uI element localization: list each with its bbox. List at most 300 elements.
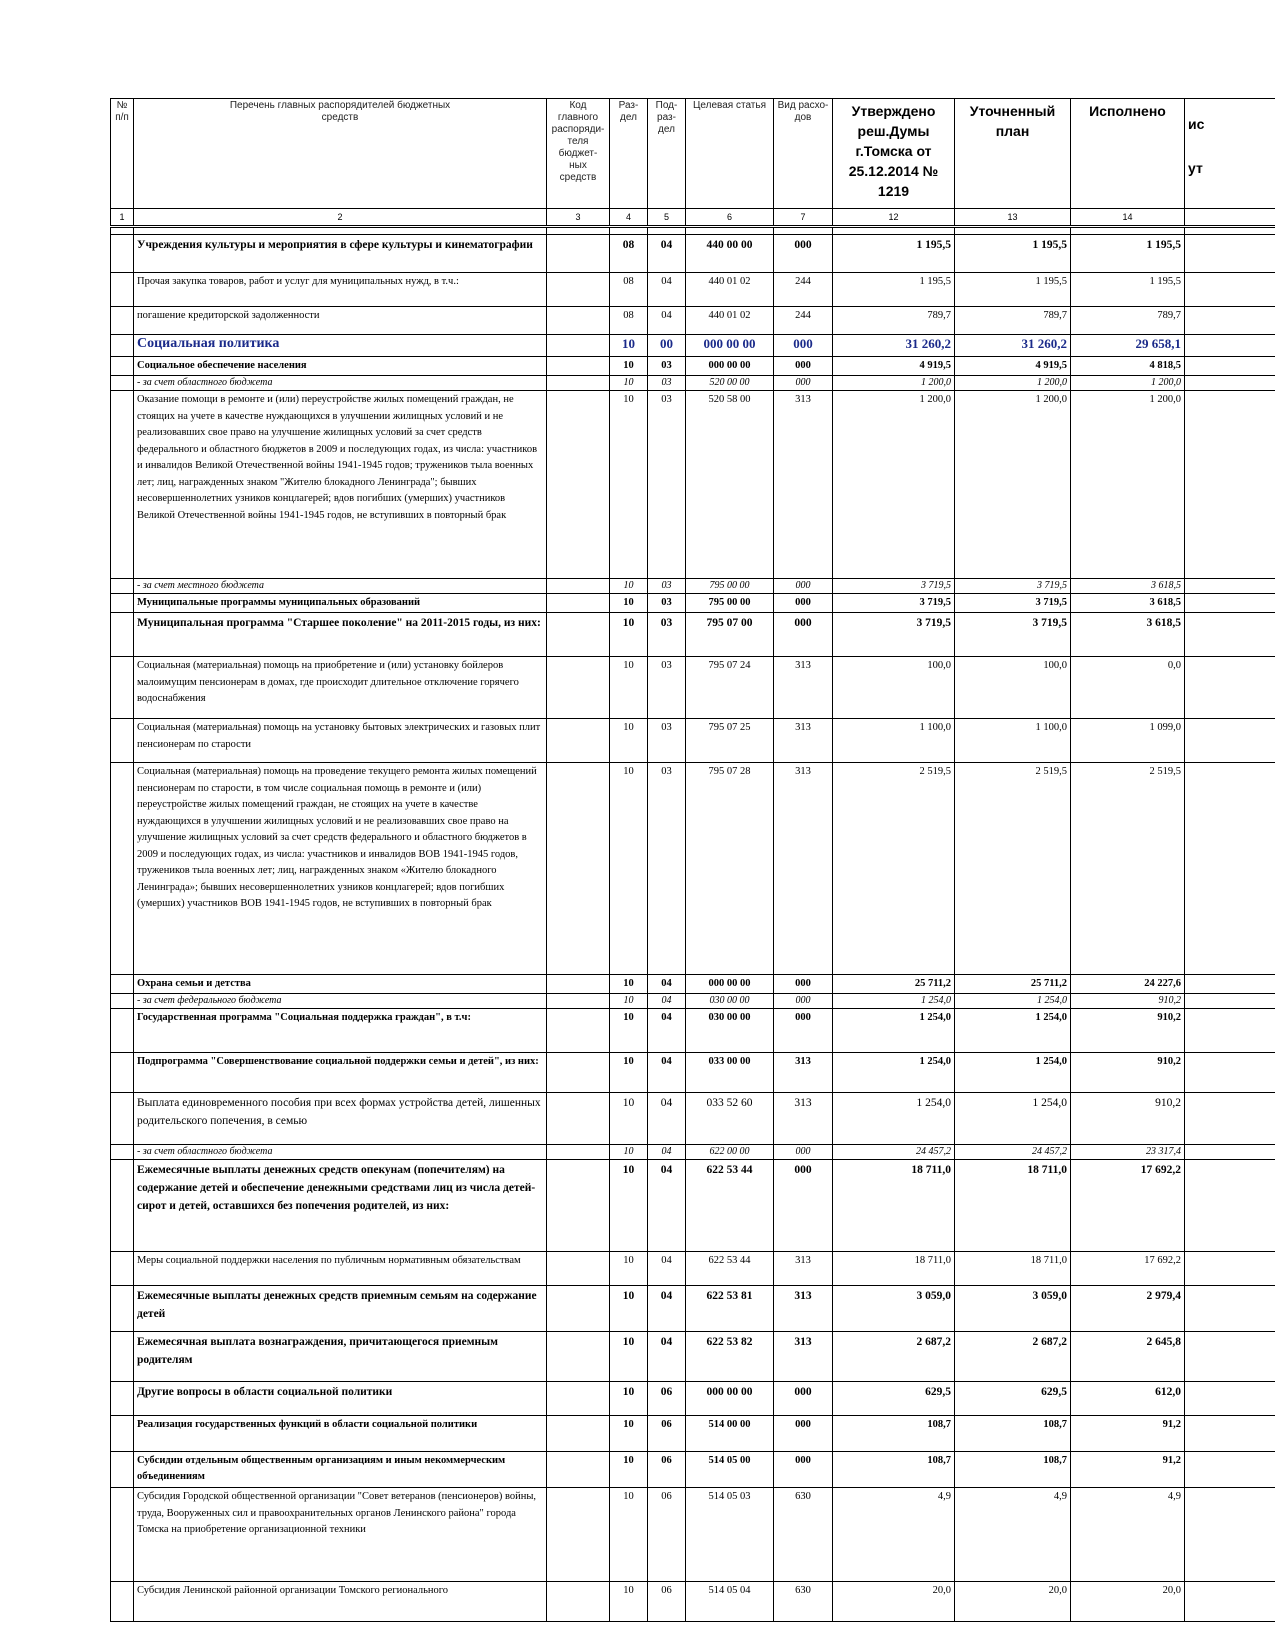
row-cut-cell (1185, 376, 1275, 391)
row-no-cell (111, 376, 134, 391)
row-approved-cell: 18 711,0 (833, 1160, 955, 1252)
row-podrazdel-cell: 06 (648, 1416, 686, 1452)
row-approved-cell: 31 260,2 (833, 335, 955, 357)
row-cut-cell (1185, 273, 1275, 307)
row-code-cell (547, 1332, 610, 1382)
row-target-cell: 514 00 00 (686, 1416, 774, 1452)
row-executed-cell: 2 645,8 (1071, 1332, 1185, 1382)
row-code-cell (547, 719, 610, 763)
row-vid-cell: 000 (774, 613, 833, 657)
col-number: 13 (955, 209, 1071, 227)
row-vid-cell: 244 (774, 307, 833, 335)
row-target-cell: 030 00 00 (686, 1009, 774, 1053)
row-refined-cell: 1 200,0 (955, 391, 1071, 579)
row-target-cell: 514 05 00 (686, 1452, 774, 1488)
row-cut-cell (1185, 357, 1275, 376)
row-approved-cell: 1 200,0 (833, 391, 955, 579)
row-name-cell: - за счет областного бюджета (134, 376, 547, 391)
row-vid-cell: 000 (774, 1452, 833, 1488)
row-no-cell (111, 1452, 134, 1488)
row-code-cell (547, 1145, 610, 1160)
row-refined-cell: 31 260,2 (955, 335, 1071, 357)
table-row (111, 1252, 1275, 1286)
row-cut-cell (1185, 1252, 1275, 1286)
row-approved-cell: 629,5 (833, 1382, 955, 1416)
row-refined-cell: 1 254,0 (955, 994, 1071, 1009)
row-cut-cell (1185, 1332, 1275, 1382)
row-razdel-cell: 10 (610, 1093, 648, 1145)
row-podrazdel-cell: 04 (648, 1009, 686, 1053)
row-razdel-cell: 10 (610, 975, 648, 994)
col-number: 5 (648, 209, 686, 227)
row-no-cell (111, 357, 134, 376)
table-row (111, 1332, 1275, 1382)
col-number: 4 (610, 209, 648, 227)
row-executed-cell: 1 099,0 (1071, 719, 1185, 763)
row-target-cell: 795 07 24 (686, 657, 774, 719)
row-no-cell (111, 613, 134, 657)
row-approved-cell: 3 719,5 (833, 579, 955, 594)
row-code-cell (547, 376, 610, 391)
row-target-cell: 795 00 00 (686, 594, 774, 613)
row-razdel-cell: 10 (610, 657, 648, 719)
table-row (111, 335, 1275, 357)
col-number: 2 (134, 209, 547, 227)
row-podrazdel-cell: 03 (648, 594, 686, 613)
row-no-cell (111, 307, 134, 335)
row-refined-cell: 3 719,5 (955, 579, 1071, 594)
row-vid-cell: 000 (774, 335, 833, 357)
row-target-cell: 514 05 04 (686, 1582, 774, 1622)
row-vid-cell: 630 (774, 1582, 833, 1622)
row-executed-cell: 2 519,5 (1071, 763, 1185, 975)
row-code-cell (547, 235, 610, 273)
row-code-cell (547, 613, 610, 657)
row-podrazdel-cell: 03 (648, 376, 686, 391)
row-approved-cell: 1 254,0 (833, 1053, 955, 1093)
row-refined-cell: 1 100,0 (955, 719, 1071, 763)
row-approved-cell: 1 254,0 (833, 994, 955, 1009)
row-executed-cell: 17 692,2 (1071, 1160, 1185, 1252)
table-row (111, 613, 1275, 657)
row-razdel-cell: 10 (610, 613, 648, 657)
row-executed-cell: 910,2 (1071, 1009, 1185, 1053)
row-target-cell: 440 00 00 (686, 235, 774, 273)
table-body (111, 209, 1275, 1622)
row-refined-cell: 1 254,0 (955, 1009, 1071, 1053)
row-approved-cell: 100,0 (833, 657, 955, 719)
row-refined-cell: 629,5 (955, 1382, 1071, 1416)
row-no-cell (111, 657, 134, 719)
col-target: Целевая статья (686, 99, 774, 209)
row-cut-cell (1185, 613, 1275, 657)
row-target-cell: 000 00 00 (686, 975, 774, 994)
table-row (111, 1582, 1275, 1622)
row-cut-cell (1185, 763, 1275, 975)
row-podrazdel-cell: 03 (648, 391, 686, 579)
row-executed-cell: 91,2 (1071, 1452, 1185, 1488)
table-row (111, 719, 1275, 763)
row-no-cell (111, 994, 134, 1009)
row-refined-cell: 2 687,2 (955, 1332, 1071, 1382)
row-podrazdel-cell: 06 (648, 1582, 686, 1622)
row-name-cell: - за счет местного бюджета (134, 579, 547, 594)
row-approved-cell: 108,7 (833, 1416, 955, 1452)
row-razdel-cell: 10 (610, 763, 648, 975)
row-razdel-cell: 10 (610, 1053, 648, 1093)
row-approved-cell: 1 254,0 (833, 1009, 955, 1053)
row-target-cell: 440 01 02 (686, 273, 774, 307)
col-podrazdel: Под-раз-дел (648, 99, 686, 209)
table-row (111, 579, 1275, 594)
row-vid-cell: 313 (774, 719, 833, 763)
row-refined-cell: 18 711,0 (955, 1252, 1071, 1286)
row-no-cell (111, 273, 134, 307)
row-approved-cell: 1 200,0 (833, 376, 955, 391)
row-razdel-cell: 10 (610, 1145, 648, 1160)
row-razdel-cell: 10 (610, 357, 648, 376)
row-no-cell (111, 235, 134, 273)
row-no-cell (111, 1582, 134, 1622)
table-row (111, 1488, 1275, 1582)
row-executed-cell: 0,0 (1071, 657, 1185, 719)
row-code-cell (547, 763, 610, 975)
row-podrazdel-cell: 04 (648, 1286, 686, 1332)
row-refined-cell: 1 254,0 (955, 1053, 1071, 1093)
col-razdel: Раз-дел (610, 99, 648, 209)
row-executed-cell: 3 618,5 (1071, 579, 1185, 594)
row-vid-cell: 313 (774, 391, 833, 579)
row-vid-cell: 313 (774, 1053, 833, 1093)
row-no-cell (111, 335, 134, 357)
row-target-cell: 000 00 00 (686, 1382, 774, 1416)
row-name-cell: Оказание помощи в ремонте и (или) переустройстве жилых помещений граждан, не стоящих на учете в качестве нуждающихся в улучшении жилищных условий и не реализовавших свое право на улучшение жилищных условий за счет средств федерального и областного бюджетов в 2009 и последующих годах, из числа: участников и инвалидов Великой Отечественной войны 1941-1945 годов; тружеников тыла военных лет; лиц, награжденных знаком "Жителю блокадного Ленинграда"; бывших несовершеннолетних узников концлагерей; вдов погибших (умерших) участников Великой Отечественной войны 1941-1945 годов, не вступивших в повторный брак (134, 391, 547, 579)
table-row (111, 657, 1275, 719)
col-executed: Исполнено (1071, 99, 1185, 209)
row-cut-cell (1185, 1382, 1275, 1416)
col-number: 12 (833, 209, 955, 227)
row-code-cell (547, 1160, 610, 1252)
row-name-cell: - за счет федерального бюджета (134, 994, 547, 1009)
row-target-cell: 622 53 82 (686, 1332, 774, 1382)
row-vid-cell: 000 (774, 1382, 833, 1416)
table-row (111, 376, 1275, 391)
table-row (111, 1416, 1275, 1452)
col-name: Перечень главных распорядителей бюджетных средств (134, 99, 547, 209)
col-number: 7 (774, 209, 833, 227)
row-approved-cell: 4 919,5 (833, 357, 955, 376)
row-cut-cell (1185, 1286, 1275, 1332)
row-no-cell (111, 1286, 134, 1332)
row-cut-cell (1185, 1009, 1275, 1053)
row-refined-cell: 18 711,0 (955, 1160, 1071, 1252)
row-approved-cell: 789,7 (833, 307, 955, 335)
table-row (111, 1286, 1275, 1332)
row-podrazdel-cell: 06 (648, 1488, 686, 1582)
table-row (111, 1452, 1275, 1488)
row-approved-cell: 1 254,0 (833, 1093, 955, 1145)
row-no-cell (111, 391, 134, 579)
row-cut-cell (1185, 1145, 1275, 1160)
row-vid-cell: 313 (774, 763, 833, 975)
row-approved-cell: 3 719,5 (833, 613, 955, 657)
table-row (111, 1160, 1275, 1252)
row-podrazdel-cell: 04 (648, 975, 686, 994)
row-no-cell (111, 1382, 134, 1416)
row-no-cell (111, 763, 134, 975)
row-target-cell: 622 53 44 (686, 1160, 774, 1252)
row-no-cell (111, 594, 134, 613)
row-code-cell (547, 1286, 610, 1332)
col-number: 1 (111, 209, 134, 227)
row-vid-cell: 313 (774, 1252, 833, 1286)
row-approved-cell: 3 059,0 (833, 1286, 955, 1332)
row-cut-cell (1185, 1160, 1275, 1252)
row-executed-cell: 2 979,4 (1071, 1286, 1185, 1332)
row-razdel-cell: 08 (610, 307, 648, 335)
row-vid-cell: 000 (774, 1009, 833, 1053)
row-target-cell: 033 00 00 (686, 1053, 774, 1093)
row-vid-cell: 000 (774, 579, 833, 594)
row-cut-cell (1185, 307, 1275, 335)
row-refined-cell: 20,0 (955, 1582, 1071, 1622)
row-podrazdel-cell: 06 (648, 1382, 686, 1416)
row-podrazdel-cell: 04 (648, 1252, 686, 1286)
row-executed-cell: 1 200,0 (1071, 391, 1185, 579)
row-name-cell: Муниципальная программа "Старшее поколение" на 2011-2015 годы, из них: (134, 613, 547, 657)
row-target-cell: 514 05 03 (686, 1488, 774, 1582)
row-vid-cell: 000 (774, 594, 833, 613)
row-approved-cell: 1 195,5 (833, 273, 955, 307)
row-podrazdel-cell: 04 (648, 1332, 686, 1382)
table-row (111, 391, 1275, 579)
row-executed-cell: 24 227,6 (1071, 975, 1185, 994)
row-executed-cell: 4 818,5 (1071, 357, 1185, 376)
row-no-cell (111, 1053, 134, 1093)
row-vid-cell: 630 (774, 1488, 833, 1582)
row-no-cell (111, 1416, 134, 1452)
row-vid-cell: 313 (774, 1093, 833, 1145)
row-cut-cell (1185, 594, 1275, 613)
row-no-cell (111, 579, 134, 594)
col-refined: Уточненный план (955, 99, 1071, 209)
row-refined-cell: 4 919,5 (955, 357, 1071, 376)
row-podrazdel-cell: 03 (648, 357, 686, 376)
row-cut-cell (1185, 1488, 1275, 1582)
row-executed-cell: 789,7 (1071, 307, 1185, 335)
row-razdel-cell: 10 (610, 594, 648, 613)
row-podrazdel-cell: 04 (648, 1053, 686, 1093)
row-approved-cell: 18 711,0 (833, 1252, 955, 1286)
row-vid-cell: 000 (774, 235, 833, 273)
row-podrazdel-cell: 04 (648, 273, 686, 307)
col-number: 14 (1071, 209, 1185, 227)
row-target-cell: 030 00 00 (686, 994, 774, 1009)
table-row (111, 1053, 1275, 1093)
spacer-row (111, 227, 1275, 235)
col-cut: ис ут (1185, 99, 1275, 209)
row-vid-cell: 000 (774, 1416, 833, 1452)
row-code-cell (547, 1252, 610, 1286)
row-code-cell (547, 994, 610, 1009)
col-number (1185, 209, 1275, 227)
row-target-cell: 795 07 25 (686, 719, 774, 763)
row-approved-cell: 1 100,0 (833, 719, 955, 763)
row-approved-cell: 108,7 (833, 1452, 955, 1488)
row-name-cell: Реализация государственных функций в области социальной политики (134, 1416, 547, 1452)
row-name-cell: Другие вопросы в области социальной политики (134, 1382, 547, 1416)
row-refined-cell: 24 457,2 (955, 1145, 1071, 1160)
row-vid-cell: 000 (774, 1145, 833, 1160)
row-code-cell (547, 1582, 610, 1622)
row-razdel-cell: 10 (610, 1416, 648, 1452)
row-code-cell (547, 1009, 610, 1053)
row-executed-cell: 23 317,4 (1071, 1145, 1185, 1160)
row-cut-cell (1185, 994, 1275, 1009)
row-cut-cell (1185, 235, 1275, 273)
row-approved-cell: 1 195,5 (833, 235, 955, 273)
row-refined-cell: 100,0 (955, 657, 1071, 719)
row-target-cell: 622 53 81 (686, 1286, 774, 1332)
row-podrazdel-cell: 03 (648, 719, 686, 763)
row-no-cell (111, 1252, 134, 1286)
row-no-cell (111, 1009, 134, 1053)
row-executed-cell: 17 692,2 (1071, 1252, 1185, 1286)
row-target-cell: 795 07 00 (686, 613, 774, 657)
table-row (111, 273, 1275, 307)
row-podrazdel-cell: 04 (648, 994, 686, 1009)
table-row (111, 763, 1275, 975)
row-name-cell: Охрана семьи и детства (134, 975, 547, 994)
row-name-cell: - за счет областного бюджета (134, 1145, 547, 1160)
row-razdel-cell: 08 (610, 273, 648, 307)
row-refined-cell: 4,9 (955, 1488, 1071, 1582)
row-podrazdel-cell: 04 (648, 1145, 686, 1160)
row-executed-cell: 612,0 (1071, 1382, 1185, 1416)
row-approved-cell: 24 457,2 (833, 1145, 955, 1160)
row-code-cell (547, 273, 610, 307)
row-razdel-cell: 08 (610, 235, 648, 273)
col-number: 3 (547, 209, 610, 227)
row-code-cell (547, 1382, 610, 1416)
row-vid-cell: 000 (774, 975, 833, 994)
row-target-cell: 622 53 44 (686, 1252, 774, 1286)
row-executed-cell: 3 618,5 (1071, 613, 1185, 657)
row-vid-cell: 313 (774, 1332, 833, 1382)
row-vid-cell: 000 (774, 994, 833, 1009)
row-podrazdel-cell: 04 (648, 307, 686, 335)
row-executed-cell: 1 195,5 (1071, 235, 1185, 273)
row-code-cell (547, 357, 610, 376)
row-vid-cell: 000 (774, 1160, 833, 1252)
row-cut-cell (1185, 1452, 1275, 1488)
row-podrazdel-cell: 04 (648, 235, 686, 273)
row-code-cell (547, 1452, 610, 1488)
row-name-cell: Выплата единовременного пособия при всех формах устройства детей, лишенных родительского попечения, в семью (134, 1093, 547, 1145)
row-cut-cell (1185, 1582, 1275, 1622)
row-approved-cell: 2 687,2 (833, 1332, 955, 1382)
row-podrazdel-cell: 03 (648, 579, 686, 594)
row-name-cell: Социальная политика (134, 335, 547, 357)
row-refined-cell: 1 195,5 (955, 273, 1071, 307)
table-row (111, 975, 1275, 994)
row-razdel-cell: 10 (610, 1382, 648, 1416)
col-number: 6 (686, 209, 774, 227)
col-vid: Вид расхо-дов (774, 99, 833, 209)
row-no-cell (111, 1093, 134, 1145)
col-no: № п/п (111, 99, 134, 209)
row-executed-cell: 20,0 (1071, 1582, 1185, 1622)
report-sheet (110, 98, 1275, 1650)
row-vid-cell: 244 (774, 273, 833, 307)
row-code-cell (547, 1416, 610, 1452)
row-razdel-cell: 10 (610, 1252, 648, 1286)
row-name-cell: Учреждения культуры и мероприятия в сфере культуры и кинематографии (134, 235, 547, 273)
row-cut-cell (1185, 719, 1275, 763)
row-name-cell: Субсидии отдельным общественным организациям и иным некоммерческим объединениям (134, 1452, 547, 1488)
row-executed-cell: 910,2 (1071, 1053, 1185, 1093)
row-executed-cell: 3 618,5 (1071, 594, 1185, 613)
row-razdel-cell: 10 (610, 1452, 648, 1488)
row-podrazdel-cell: 00 (648, 335, 686, 357)
table-row (111, 1145, 1275, 1160)
row-vid-cell: 000 (774, 357, 833, 376)
row-razdel-cell: 10 (610, 994, 648, 1009)
row-no-cell (111, 1332, 134, 1382)
row-no-cell (111, 1160, 134, 1252)
row-code-cell (547, 975, 610, 994)
row-refined-cell: 3 059,0 (955, 1286, 1071, 1332)
row-vid-cell: 313 (774, 657, 833, 719)
row-code-cell (547, 1053, 610, 1093)
row-name-cell: Муниципальные программы муниципальных образований (134, 594, 547, 613)
row-refined-cell: 2 519,5 (955, 763, 1071, 975)
row-razdel-cell: 10 (610, 719, 648, 763)
col-approved: Утверждено реш.Думы г.Томска от 25.12.2014 № 1219 (833, 99, 955, 209)
row-code-cell (547, 657, 610, 719)
row-name-cell: Ежемесячные выплаты денежных средств приемным семьям на содержание детей (134, 1286, 547, 1332)
row-target-cell: 033 52 60 (686, 1093, 774, 1145)
row-approved-cell: 25 711,2 (833, 975, 955, 994)
row-razdel-cell: 10 (610, 1332, 648, 1382)
row-target-cell: 440 01 02 (686, 307, 774, 335)
row-podrazdel-cell: 06 (648, 1452, 686, 1488)
row-executed-cell: 29 658,1 (1071, 335, 1185, 357)
column-numbers-row (111, 209, 1275, 227)
table-row (111, 235, 1275, 273)
row-name-cell: Социальное обеспечение населения (134, 357, 547, 376)
row-razdel-cell: 10 (610, 579, 648, 594)
row-podrazdel-cell: 03 (648, 763, 686, 975)
row-name-cell: Социальная (материальная) помощь на проведение текущего ремонта жилых помещений пенсионерам по старости, в том числе социальная помощь в ремонте и (или) переустройстве жилых помещений граждан, не стоящих на учете в качестве нуждающихся в улучшении жилищных условий и не реализовавших свое право на улучшение жилищных условий за счет средств федерального и областного бюджетов в 2009 и последующих годах, из числа: участников и инвалидов ВОВ 1941-1945 годов, тружеников тыла военных лет; лиц, награжденных знаком «Жителю блокадного Ленинграда»; бывших несовершеннолетних узников концлагерей; вдов погибших (умерших) участников ВОВ 1941-1945 годов, не вступивших в повторный брак (134, 763, 547, 975)
row-cut-cell (1185, 1416, 1275, 1452)
row-target-cell: 795 07 28 (686, 763, 774, 975)
row-target-cell: 520 58 00 (686, 391, 774, 579)
budget-table (110, 98, 1275, 1622)
table-row (111, 357, 1275, 376)
row-executed-cell: 91,2 (1071, 1416, 1185, 1452)
row-name-cell: Меры социальной поддержки населения по публичным нормативным обязательствам (134, 1252, 547, 1286)
row-cut-cell (1185, 657, 1275, 719)
row-podrazdel-cell: 03 (648, 657, 686, 719)
row-code-cell (547, 1093, 610, 1145)
row-vid-cell: 313 (774, 1286, 833, 1332)
row-no-cell (111, 1488, 134, 1582)
row-code-cell (547, 1488, 610, 1582)
row-cut-cell (1185, 975, 1275, 994)
row-razdel-cell: 10 (610, 335, 648, 357)
row-name-cell: Подпрограмма "Совершенствование социальной поддержки семьи и детей", из них: (134, 1053, 547, 1093)
